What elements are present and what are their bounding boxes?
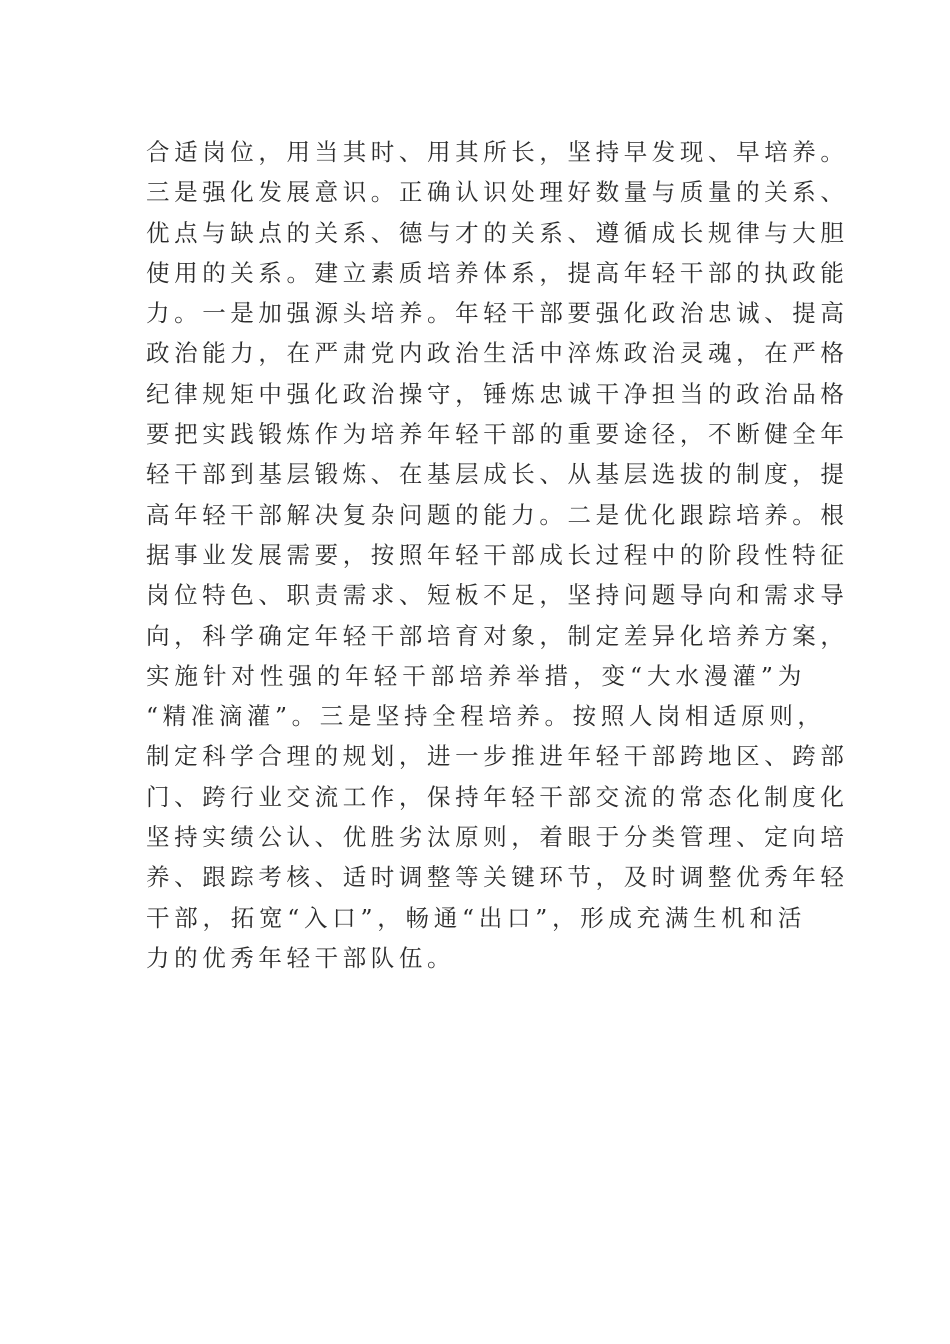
text-line: 合适岗位，用当其时、用其所长，坚持早发现、早培养。 — [146, 138, 849, 166]
text-line: 三是强化发展意识。正确认识处理好数量与质量的关系、 — [146, 178, 849, 207]
text-line: 使用的关系。建立素质培养体系，提高年轻干部的执政能 — [146, 258, 849, 287]
text-line: 要把实践锻炼作为培养年轻干部的重要途径，不断健全年 — [146, 420, 849, 449]
text-line: 实施针对性强的年轻干部培养举措，变“大水漫灌”为 — [146, 661, 806, 690]
text-line: 坚持实绩公认、优胜劣汰原则，着眼于分类管理、定向培 — [146, 823, 849, 852]
text-line: 制定科学合理的规划，进一步推进年轻干部跨地区、跨部 — [146, 742, 849, 771]
body-text — [146, 132, 849, 978]
text-line: 据事业发展需要，按照年轻干部成长过程中的阶段性特征 — [146, 540, 849, 569]
text-line: 力。一是加强源头培养。年轻干部要强化政治忠诚、提高 — [146, 299, 849, 328]
text-line: 优点与缺点的关系、德与才的关系、遵循成长规律与大胆 — [146, 218, 849, 247]
text-line: 轻干部到基层锻炼、在基层成长、从基层选拔的制度，提 — [146, 460, 849, 489]
text-line: “精准滴灌”。三是坚持全程培养。按照人岗相适原则， — [146, 702, 826, 731]
text-line: 岗位特色、职责需求、短板不足，坚持问题导向和需求导 — [146, 581, 849, 610]
text-line: 干部，拓宽“入口”，畅通“出口”，形成充满生机和活 — [146, 903, 806, 932]
text-line: 养、跟踪考核、适时调整等关键环节，及时调整优秀年轻 — [146, 863, 849, 892]
text-line: 向，科学确定年轻干部培育对象，制定差异化培养方案， — [146, 621, 849, 650]
text-line: 门、跨行业交流工作，保持年轻干部交流的常态化制度化 — [146, 782, 849, 811]
text-line: 政治能力，在严肃党内政治生活中淬炼政治灵魂，在严格 — [146, 339, 849, 368]
text-line: 高年轻干部解决复杂问题的能力。二是优化跟踪培养。根 — [146, 500, 849, 529]
text-line: 纪律规矩中强化政治操守，锤炼忠诚干净担当的政治品格 — [146, 379, 849, 408]
text-line: 力的优秀年轻干部队伍。 — [146, 943, 456, 972]
